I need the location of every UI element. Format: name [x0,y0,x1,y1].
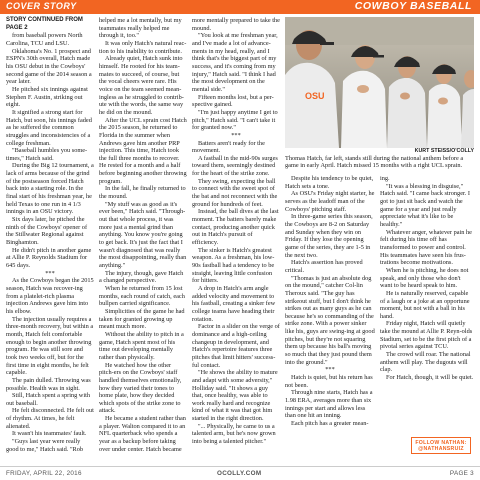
photo-credit: KURT STEISS/O'COLLY [414,148,474,154]
paragraph: "You look at me freshman year, and I've made a lot of advance-ments in my head, really, and I think that's the biggest part of my success, and it's coming from my injury," Hatch said. "I think I had the most development on the mental side." [192,32,278,93]
paragraph: For Hatch, though, it will be quiet. [386,374,474,382]
page-footer [0,466,480,480]
section-title: COWBOY BASEBALL [354,0,472,12]
paragraph: He watched how the other pitch-ers on the Cowboys' staff handled themselves emotionally, how they varied their tones to home plate, how they decided which spots of the strike zone to attack. [99,361,182,415]
paragraph: A drop in Hatch's arm angle added velocity and movement to his fastball, creating a sinker few college teams have heading their rotation. [192,284,276,323]
paragraph: Friday night, Hatch will quietly take the mound at Allie P. Reyn-olds Stadium, set to be the first pitch of a pivotal series against TCU. [380,320,473,351]
paragraph: from baseball powers North Carolina, TCU and LSU. [6,32,83,47]
paragraph: Still, Hatch spent a spring with out baseball. [6,392,91,407]
paragraph: Hatch's assertion has proved critical. [285,259,363,274]
section-break: *** [45,269,55,277]
paragraph: helped me a lot mentally, but my teammates really helped me through it, too." [99,17,182,40]
paragraph: "Thomas is just an absolute dog on the mound," catcher Col-lin Theroux said. "The guy has strikeout stuff, but I don't think he strikes out as many guys as he can because he's so commanding of the strike zone. With a power sinker like his, guys are swing-ing at good pitches, but they're not squaring them up because his ball's moving so much that they just pound them into the ground." [285,274,375,366]
title-bar [170,0,480,14]
paragraph: When he is pitching, he does not speak, and only those who don't want to be heard speak to him. [380,266,469,290]
paragraph: ing. [380,175,390,182]
paragraph: Instead, the ball dives at the last moment. The batters barely make contact, producing another quick out in Hatch's pursuit of efficiency. [192,208,279,247]
paragraph: "My stuff was as good as it's ever been," Hatch said. "Through-out that whole process, it was more just a mental grind than anything. You know you're going to get back. It's just the fact that I wasn't diagnosed that was really the most disappointing, really than anything." [99,200,187,269]
svg-text:OSU: OSU [305,91,325,101]
paragraph: As the Cowboys began the 2015 season, Hatch was recover-ing from a platelet-rich plasma injection Andrews gave him into his elbow. [6,277,94,315]
section-bar [0,0,170,14]
paragraph: After the UCL sprain cost Hatch the 2015 season, he returned to Florida in the summer when Andrews gave him another PRP injection. This time, Hatch took the full three months to recover. He rested for a month and a half before beginning another throwing program. [99,116,187,185]
paragraph: Oklahoma's No. 1 prospect and ESPN's 30th overall, Hatch made his OSU debut in the Cowboys' second game of the 2014 season a year later. [6,47,92,86]
paragraph: It signified a strong start for Hatch, but soon, his innings faded as he suffered the common struggles and inconsistencies of a college freshman. [6,108,92,147]
paragraph: Hatch is quiet, but his return has not been. [285,374,373,389]
paragraph: "Guys last year were really good to me," Hatch said. "Rob [6,438,84,453]
paragraph: "I'm just happy anytime I get to pitch," Hatch said. "I can't take it for granted now." [192,108,278,132]
photo-illustration [285,17,474,148]
paragraph: A fastball in the mid-90s surges toward them, seemingly destined for the heart of the strike zone. [192,154,278,178]
section-label: COVER STORY [6,1,77,11]
paragraph: Each pitch has a greater mean- [291,420,369,427]
page-number: PAGE 3 [449,470,474,477]
paragraph: Six days later, he pitched the ninth of the Cowboys' opener of the Stillwater Regional against Binghamton. [6,216,88,247]
article-column-1 [6,17,94,453]
website-link[interactable]: OCOLLY.COM [217,470,262,477]
paragraph: "It was a blessing in disguise," Hatch said. "I came back stronger. I got to just sit back and watch the game for a year and just really appreciate what it's like to be healthy." [380,182,470,228]
article-column-3 [192,17,280,446]
paragraph: Despite his tendency to be quiet, Hatch sets a tone. [285,175,374,190]
paragraph: It wasn't his teammates' fault. [12,430,87,438]
section-break: *** [231,131,241,139]
paragraph: It was only Hatch's natural reac-tion to his inability to contribute. [99,39,187,55]
paragraph: The injury, though, gave Hatch a changed perspective. [99,269,184,285]
paragraph: more mentally prepared to take the mound. [192,17,280,32]
paragraph: "Baseball humbles you some-times," Hatch said. [6,147,88,162]
paragraph: He felt disconnected. He felt out of rhythm. At times, he felt alienated. [6,407,94,430]
paragraph: When he returned from 15 lost months, each round of catch, each bullpen carried significance. [99,284,185,308]
paragraph: Factor in a slider on the verge of dominance and a high-ceiling changeup in development, and Hatch's repertoire features three pitches that limit hitters' success-ful contact. [192,323,280,369]
article-column-5 [380,175,474,382]
paragraph: Fifteen months lost, but a per-spective gained. [192,93,274,109]
page-header [0,0,480,14]
paragraph: Whatever anger, whatever pain he felt during his time off has transformed to power and control. His teammates have seen his frus-trations become motivations. [380,228,472,267]
paragraph: In the fall, he finally returned to the mound. [99,185,186,201]
continued-from-label: STORY CONTINUED FROM PAGE 2 [6,17,83,31]
paragraph: He became a student rather than a player. Walton compared it to an NFL quarterback who spends a year as a backup before taking over under center. Hatch became [99,415,186,453]
paragraph: As OSU's Friday night starter, he serves as the leadoff man of the Cowboys' pitching staff. [285,190,375,213]
article-column-2 [99,17,187,453]
paragraph: Already quiet, Hatch sunk into himself. He rooted for his team-mates to succeed, of course, but the vocal cheers were rare. His voice on the team seemed mean-ingless as he struggled to contrib-ute with the words, the same way he did on the mound. [99,55,184,116]
follow-label: FOLLOW NATHAN: [415,439,467,446]
paragraph: In three-game series this season, the Cowboys are 8-2 on Saturday and Sunday when they win on Friday. If they lose the opening game of the series, they are 1-5 in the next two. [285,213,373,259]
paragraph: Batters aren't ready for the movement. [192,139,265,155]
paragraph: Without the ability to pitch in a game, Hatch spent most of his time out developing mentally rather than physically. [99,330,184,361]
paragraph: They swing, expecting the ball to connect with the sweet spot of the bat and not reconnect with the ground for hundreds of feet. [192,177,278,208]
paragraph: He didn't pitch in another game at Allie P. Reynolds Stadium for 645 days. [6,246,92,269]
section-break: *** [325,366,335,374]
paragraph: Through nine starts, Hatch has a 1.98 ERA, averages more than six innings per start and allows less than one hit an inning. [285,389,373,420]
paragraph: During the Big 12 tournament, a lack of arms because of the grind of the postseason forced Hatch back into a starting role. In the final start of his freshman year, he held Texas to one run in 4 1/3 innings in an OSU victory. [6,162,94,216]
paragraph: The crowd will roar. The national anthem will play. The dugouts will clap. [380,351,471,374]
paragraph: He pitched six innings against Stephen F. Austin, striking out eight. [6,85,88,109]
paragraph: Simplicities of the game he had taken for granted growing up meant much more. [99,307,185,331]
paragraph: The sinker is Hatch's greatest weapon. As a freshman, his low-90s fastball had a tendency to be straight, leaving little confusion for hitters. [192,246,275,285]
paragraph: He is naturally reserved, capable of a laugh or a joke at an opportune moment, but not with a ball in his hand. [380,289,470,320]
twitter-handle[interactable]: @NATHANSRUIZ [418,445,464,452]
follow-author-box[interactable] [411,437,471,454]
issue-date: FRIDAY, APRIL 22, 2016 [6,470,82,477]
photo-caption: Thomas Hatch, far left, stands still during the national anthem before a game in early April. Hatch missed 15 months with a right UCL sprain. [285,155,464,170]
paragraph: "He shows the ability to mature and adapt with some adversity," Holliday said. "It shows a guy that, once healthy, was able to work really hard and recognize kind of what it was that got him started in the right direction. [192,369,278,423]
article-column-4 [285,175,375,428]
team-anthem-photo [285,17,474,148]
paragraph: The injection usually requires a three-month recovery, but within a month, Hatch felt comfortable enough to begin another throwing program. He was still sore and took two weeks off, but for the first time in eight months, he felt capable. [6,315,94,377]
paragraph: The pain dulled. Throwing was possible. Health was in sight. [6,376,91,392]
paragraph: "... Physically, he came to us a talented arm, but he's now grown into being a talented pitcher." [192,422,276,446]
